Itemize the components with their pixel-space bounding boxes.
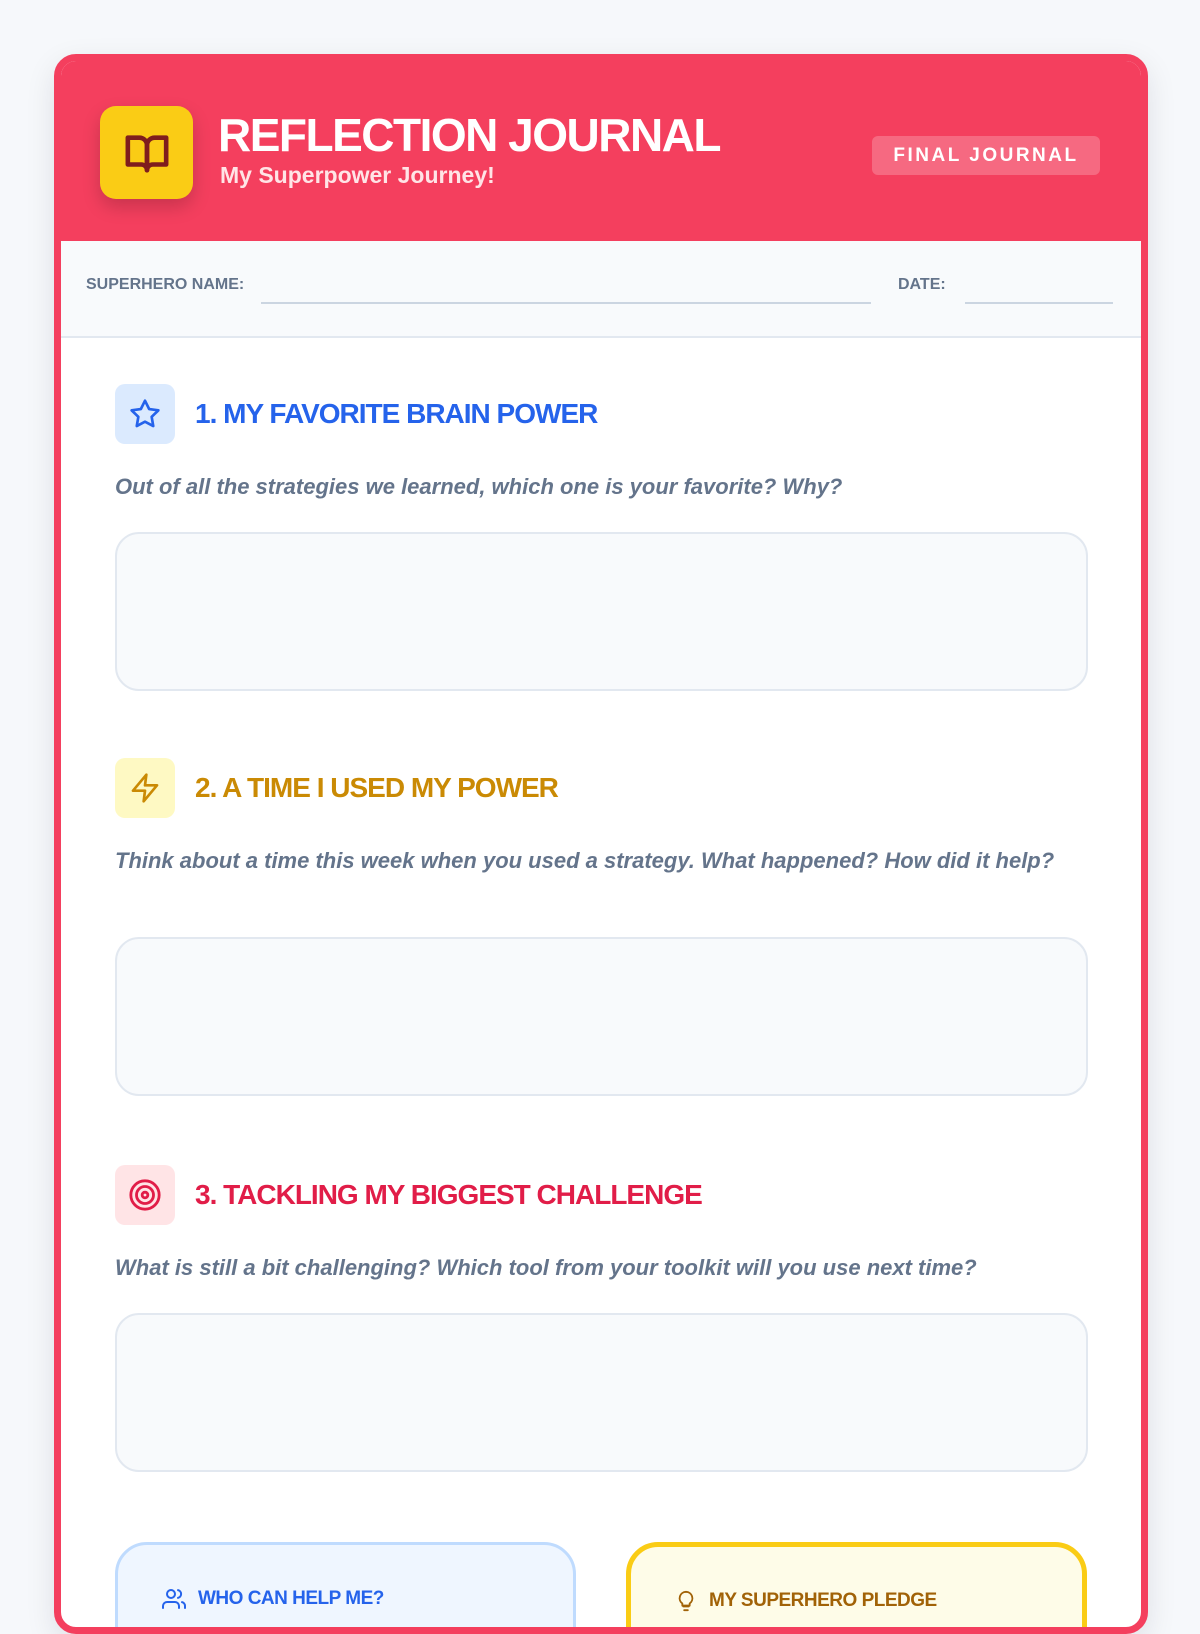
- journal-header: [61, 61, 1141, 241]
- superhero-name-label: SUPERHERO NAME:: [86, 276, 245, 293]
- section-title: 3. TACKLING MY BIGGEST CHALLENGE: [195, 1179, 702, 1210]
- journal-card: [54, 54, 1148, 1634]
- answer-box-2[interactable]: [115, 937, 1088, 1096]
- section-prompt: Think about a time this week when you used a strategy. What happened? How did it help?: [115, 848, 1055, 873]
- section-icon-box: [115, 758, 175, 818]
- journal-logo: [100, 106, 193, 199]
- lightbulb-icon: [675, 1589, 697, 1613]
- superhero-pledge-title: MY SUPERHERO PLEDGE: [709, 1590, 937, 1611]
- section-icon-box: [115, 384, 175, 444]
- section-prompt: Out of all the strategies we learned, which one is your favorite? Why?: [115, 474, 843, 499]
- section-prompt: What is still a bit challenging? Which tool from your toolkit will you use next time?: [115, 1255, 977, 1280]
- superhero-pledge-box[interactable]: [626, 1542, 1087, 1634]
- who-can-help-title: WHO CAN HELP ME?: [198, 1588, 384, 1609]
- section-title: 1. MY FAVORITE BRAIN POWER: [195, 398, 598, 429]
- date-label: DATE:: [898, 276, 946, 293]
- people-icon: [162, 1587, 186, 1611]
- who-can-help-box[interactable]: [115, 1542, 576, 1634]
- student-info-bar: [61, 241, 1141, 338]
- page-title: REFLECTION JOURNAL: [218, 109, 720, 161]
- section-title: 2. A TIME I USED MY POWER: [195, 772, 558, 803]
- section-icon-box: [115, 1165, 175, 1225]
- who-can-help-heading: [162, 1587, 384, 1611]
- final-journal-badge: FINAL JOURNAL: [872, 136, 1100, 175]
- date-field[interactable]: [965, 302, 1113, 304]
- lightning-icon: [129, 772, 161, 804]
- open-book-icon: [124, 130, 170, 176]
- answer-box-3[interactable]: [115, 1313, 1088, 1472]
- star-icon: [129, 398, 161, 430]
- target-icon: [128, 1178, 162, 1212]
- answer-box-1[interactable]: [115, 532, 1088, 691]
- page-subtitle: My Superpower Journey!: [220, 162, 495, 188]
- superhero-pledge-heading: [675, 1589, 937, 1613]
- superhero-name-field[interactable]: [261, 302, 871, 304]
